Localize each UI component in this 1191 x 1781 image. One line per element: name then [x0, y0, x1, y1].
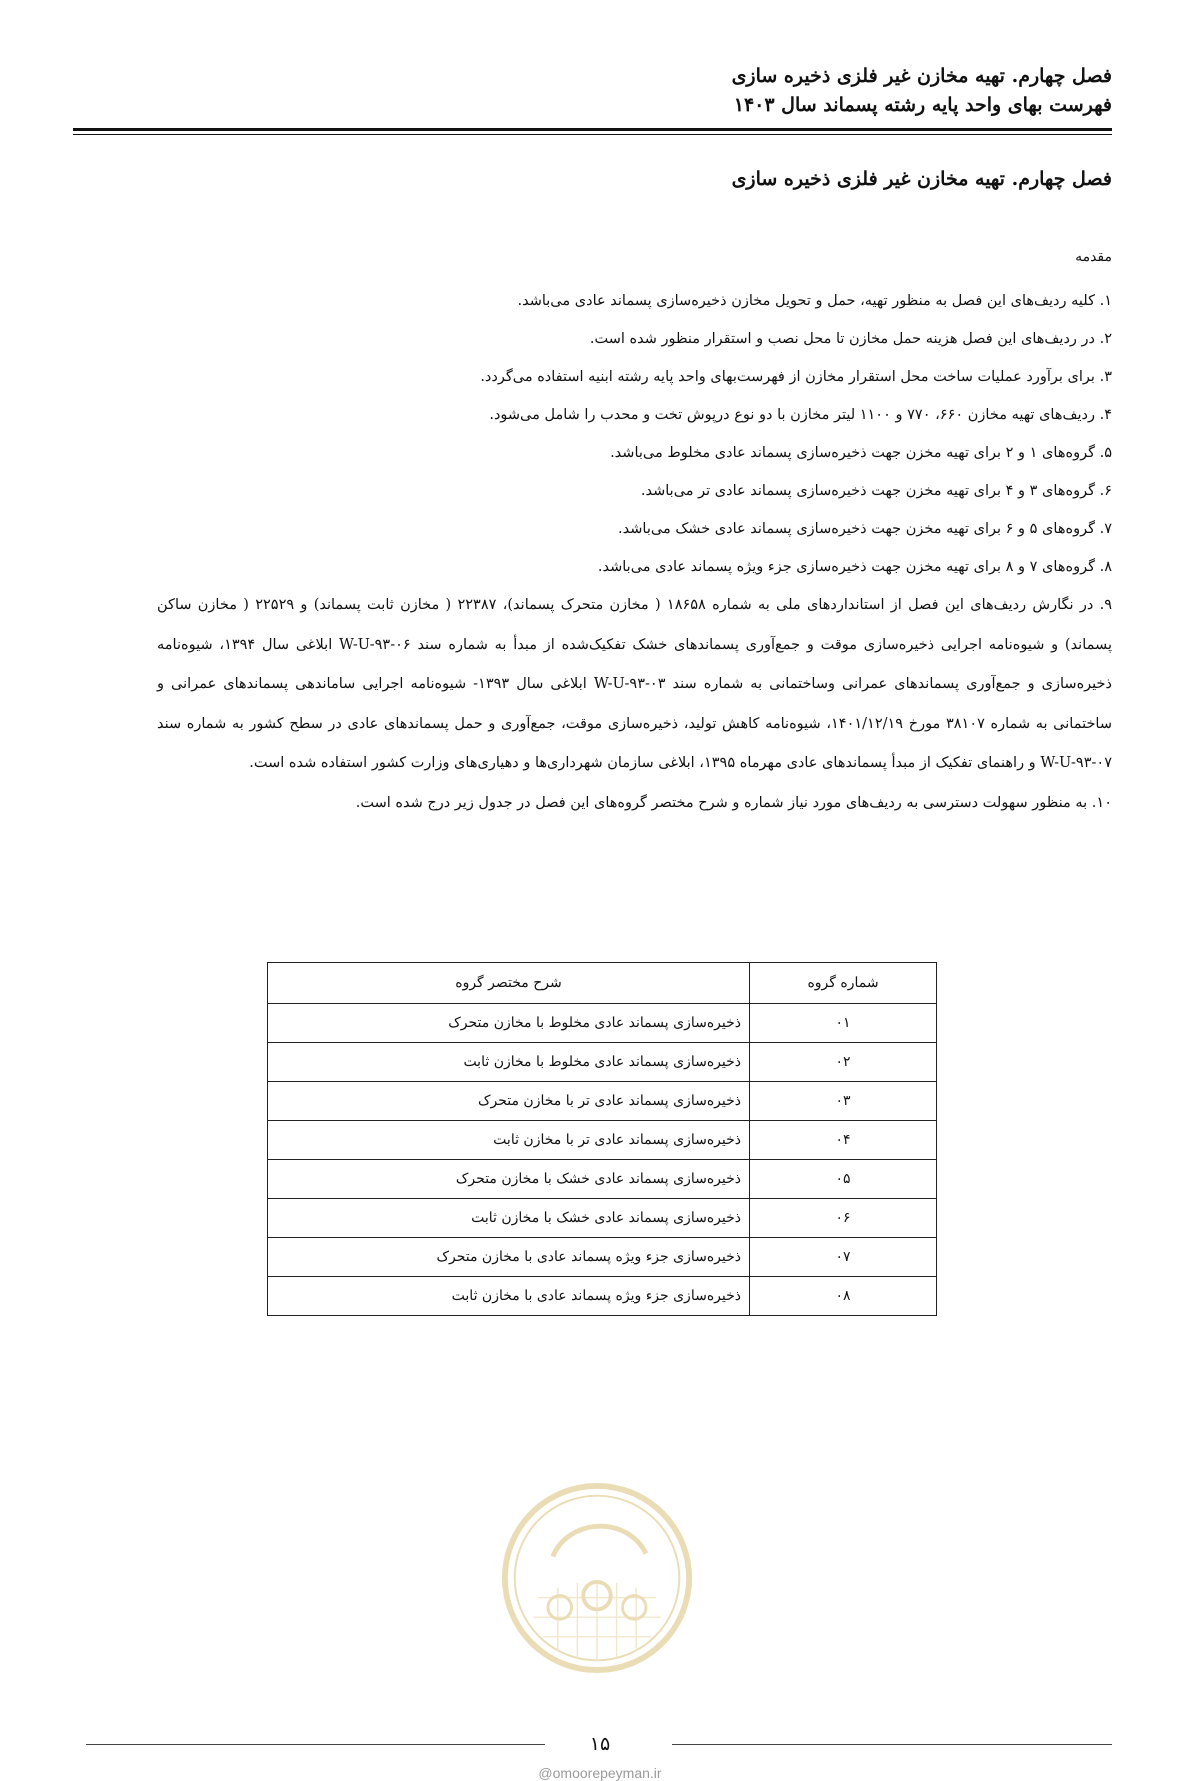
watermark-seal-icon [499, 1480, 695, 1676]
page-number: ۱۵ [589, 1733, 611, 1755]
note-item-9: ۹. در نگارش ردیف‌های این فصل از استانداردهای ملی به شماره ۱۸۶۵۸ ( مخازن متحرک پسماند)، ۲۲۳۸۷ ( مخازن ثابت پسماند) و ۲۲۵۲۹ ( مخازن ساکن پسماند) و شیوه‌نامه اجرایی ذخیره‌سازی موقت و جمع‌آوری پسماندهای خشک تفکیک‌شده از مبدأ به شماره سند ۰۶-W-U-۹۳ ابلاغی سال ۱۳۹۴، شیوه‌نامه ذخیره‌سازی و جمع‌آوری پسماندهای عمرانی وساختمانی به شماره سند ۰۳-W-U-۹۳ ابلاغی سال ۱۳۹۳- شیوه‌نامه اجرایی ساماندهی پسماندهای عمرانی و ساختمانی به شماره ۳۸۱۰۷ مورخ ۱۴۰۱/۱۲/۱۹، شیوه‌نامه کاهش تولید، ذخیره‌سازی موقت، جمع‌آوری و حمل پسماندهای عادی در سطح کشور به شماره سند ۰۷-W-U-۹۳ و راهنمای تفکیک از مبدأ پسماندهای عادی مهرماه ۱۳۹۵، ابلاغی سازمان شهرداری‌ها و دهیاری‌های وزارت کشور استفاده شده است. [157, 597, 1112, 771]
header-rule-thin [73, 134, 1112, 135]
note-item-4: ۴. ردیف‌های تهیه مخازن ۶۶۰، ۷۷۰ و ۱۱۰۰ لیتر مخازن با دو نوع درپوش تخت و محدب را شامل می‌شود. [489, 407, 1112, 423]
group-number-cell: ۰۸ [750, 1277, 937, 1316]
table-header-row [268, 963, 937, 1004]
group-description-cell: ذخیره‌سازی پسماند عادی مخلوط با مخازن ثابت [268, 1043, 750, 1082]
table-row [268, 1082, 937, 1121]
group-number-cell: ۰۱ [750, 1004, 937, 1043]
group-number-cell: ۰۲ [750, 1043, 937, 1082]
group-number-cell: ۰۶ [750, 1199, 937, 1238]
group-number-cell: ۰۵ [750, 1160, 937, 1199]
table-row [268, 1121, 937, 1160]
table-row [268, 1277, 937, 1316]
column-header-group-number: شماره گروه [750, 963, 937, 1004]
table-row [268, 1004, 937, 1043]
table-row [268, 1043, 937, 1082]
chapter-heading: فصل چهارم. تهیه مخازن غیر فلزی ذخیره سازی [731, 168, 1112, 190]
note-item-6: ۶. گروه‌های ۳ و ۴ برای تهیه مخزن جهت ذخیره‌سازی پسماند عادی تر می‌باشد. [640, 483, 1112, 499]
header-price-list-title: فهرست بهای واحد پایه رشته پسماند سال ۱۴۰۳ [733, 94, 1112, 116]
table-row [268, 1199, 937, 1238]
notes-list [157, 282, 1112, 822]
group-description-cell: ذخیره‌سازی جزء ویژه پسماند عادی با مخازن ثابت [268, 1277, 750, 1316]
note-item-10: ۱۰. به منظور سهولت دسترسی به ردیف‌های مورد نیاز شماره و شرح مختصر گروه‌های این فصل در جدول زیر درج شده است. [355, 794, 1112, 811]
header-rule-thick [73, 128, 1112, 131]
note-item-1: ۱. کلیه ردیف‌های این فصل به منظور تهیه، حمل و تحویل مخازن ذخیره‌سازی پسماند عادی می‌باشد. [517, 293, 1112, 309]
group-table [267, 962, 937, 1316]
group-number-cell: ۰۳ [750, 1082, 937, 1121]
group-description-cell: ذخیره‌سازی پسماند عادی تر با مخازن ثابت [268, 1121, 750, 1160]
group-description-cell: ذخیره‌سازی پسماند عادی خشک با مخازن متحرک [268, 1160, 750, 1199]
footer-rule-right [672, 1744, 1112, 1745]
footer-rule-left [86, 1744, 545, 1745]
header-chapter-title: فصل چهارم. تهیه مخازن غیر فلزی ذخیره سازی [731, 65, 1112, 87]
note-item-2: ۲. در ردیف‌های این فصل هزینه حمل مخازن تا محل نصب و استقرار منظور شده است. [589, 331, 1112, 347]
footer-site-handle: @omoorepeyman.ir [538, 1765, 662, 1781]
running-header [112, 62, 1112, 120]
group-number-cell: ۰۷ [750, 1238, 937, 1277]
intro-label: مقدمه [1075, 249, 1112, 265]
table-row [268, 1160, 937, 1199]
note-item-7: ۷. گروه‌های ۵ و ۶ برای تهیه مخزن جهت ذخیره‌سازی پسماند عادی خشک می‌باشد. [618, 521, 1112, 537]
group-description-cell: ذخیره‌سازی پسماند عادی تر با مخازن متحرک [268, 1082, 750, 1121]
group-description-cell: ذخیره‌سازی جزء ویژه پسماند عادی با مخازن متحرک [268, 1238, 750, 1277]
note-item-8: ۸. گروه‌های ۷ و ۸ برای تهیه مخزن جهت ذخیره‌سازی جزء ویژه پسماند عادی می‌باشد. [597, 559, 1112, 575]
note-item-3: ۳. برای برآورد عملیات ساخت محل استقرار مخازن از فهرست‌بهای واحد پایه رشته ابنیه استفاده می‌گردد. [480, 369, 1112, 385]
group-description-cell: ذخیره‌سازی پسماند عادی خشک با مخازن ثابت [268, 1199, 750, 1238]
group-table-container [267, 962, 937, 1316]
table-row [268, 1238, 937, 1277]
group-number-cell: ۰۴ [750, 1121, 937, 1160]
column-header-group-description: شرح مختصر گروه [268, 963, 750, 1004]
note-item-5: ۵. گروه‌های ۱ و ۲ برای تهیه مخزن جهت ذخیره‌سازی پسماند عادی مخلوط می‌باشد. [610, 445, 1112, 461]
group-description-cell: ذخیره‌سازی پسماند عادی مخلوط با مخازن متحرک [268, 1004, 750, 1043]
